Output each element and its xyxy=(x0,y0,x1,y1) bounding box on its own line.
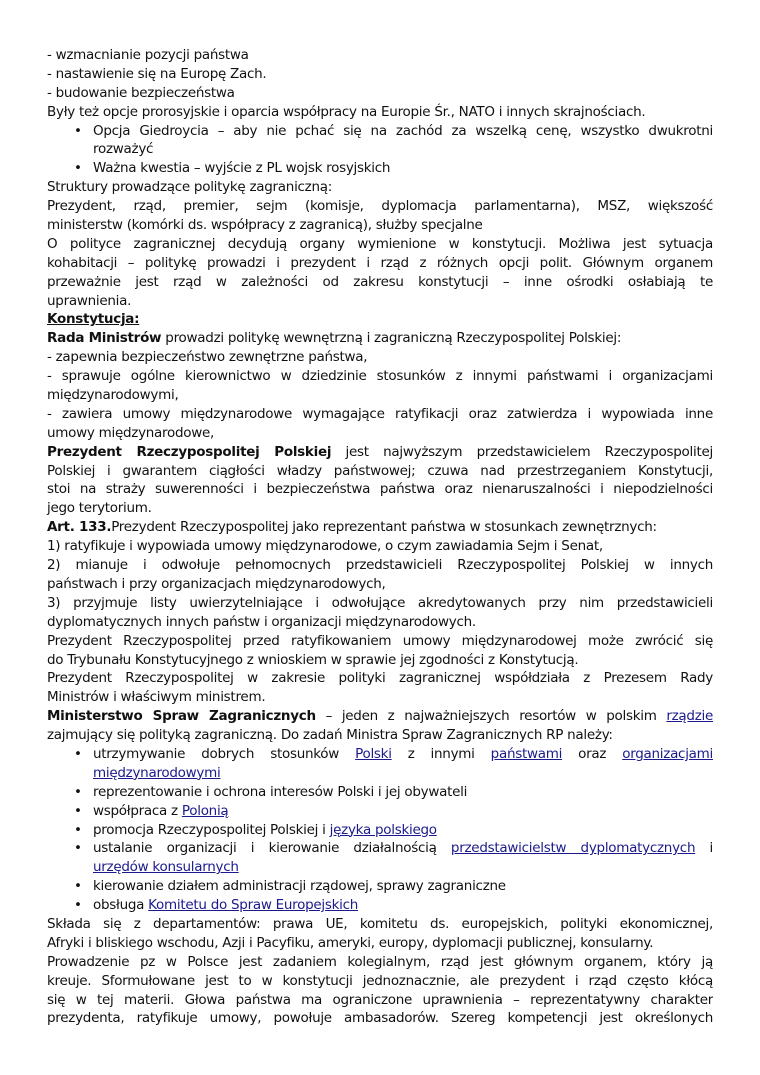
text-line xyxy=(47,707,713,726)
text-segment: reprezentowanie i ochrona interesów Polski i jej obywateli xyxy=(93,783,468,800)
text-segment: – jeden z najważniejszych resortów w polskim xyxy=(315,708,667,725)
text-line xyxy=(47,84,713,103)
text-line xyxy=(47,934,713,953)
text-line xyxy=(47,726,713,745)
bullet-list-item xyxy=(47,877,713,896)
text-line xyxy=(47,273,713,292)
bullet-list-item xyxy=(47,159,713,178)
text-segment: utrzymywanie dobrych stosunków xyxy=(93,745,356,762)
text-segment: - nastawienie się na Europę Zach. xyxy=(47,65,267,82)
bold-term: Ministerstwo Spraw Zagranicznych xyxy=(47,708,316,725)
text-line xyxy=(47,443,713,462)
text-segment: Afryki i bliskiego wschodu, Azji i Pacyfiku, ameryki, europy, dyplomacji publicznej, konsularny. xyxy=(47,934,654,951)
text-line xyxy=(47,991,713,1010)
section-heading: Konstytucja: xyxy=(47,311,140,328)
hyperlink[interactable]: urzędów konsularnych xyxy=(93,859,239,876)
text-segment: ministerstw (komórki ds. współpracy z zagranicą), służby specjalne xyxy=(47,217,483,234)
text-segment: Ważna kwestia – wyjście z PL wojsk rosyjskich xyxy=(93,160,391,177)
text-segment: Były też opcje prorosyjskie i oparcia współpracy na Europie Śr., NATO i innych skrajnościach. xyxy=(47,103,646,120)
text-line xyxy=(47,858,713,877)
hyperlink[interactable]: Polonią xyxy=(181,802,229,819)
text-line xyxy=(47,367,713,386)
text-line xyxy=(47,462,713,481)
text-segment: dyplomatycznych innych państw i organizacji międzynarodowych. xyxy=(47,613,476,630)
text-line xyxy=(47,480,713,499)
text-line xyxy=(47,386,713,405)
hyperlink[interactable]: Polski xyxy=(355,745,392,762)
bullet-list-item xyxy=(47,122,713,141)
text-segment: 3) przyjmuje listy uwierzytelniające i odwołujące akredytowanych przy nim przedstawicieli xyxy=(47,594,713,611)
text-segment: promocja Rzeczypospolitej Polskiej i xyxy=(93,821,330,838)
text-line xyxy=(47,348,713,367)
text-line xyxy=(47,613,713,632)
text-line xyxy=(47,178,713,197)
document-page xyxy=(47,46,713,1028)
text-segment: Prezydent, rząd, premier, sejm (komisje, dyplomacja parlamentarna), MSZ, większość xyxy=(47,198,713,215)
text-segment: - zawiera umowy międzynarodowe wymagające ratyfikacji oraz zatwierdza i wypowiada inne xyxy=(47,405,713,422)
text-line xyxy=(47,499,713,518)
hyperlink[interactable]: języka polskiego xyxy=(329,821,437,838)
text-line xyxy=(47,669,713,688)
text-line xyxy=(47,688,713,707)
bullet-list-item xyxy=(47,839,713,858)
text-line xyxy=(47,764,713,783)
text-segment: Ministrów i właściwym ministrem. xyxy=(47,689,266,706)
text-segment: Polskiej i gwarantem ciągłości władzy państwowej; czuwa nad przestrzeganiem Konstytucji, xyxy=(47,462,713,479)
bullet-list-item xyxy=(47,745,713,764)
bullet-list-item xyxy=(47,896,713,915)
text-line xyxy=(47,140,713,159)
text-segment: do Trybunału Konstytucyjnego z wnioskiem w sprawie jej zgodności z Konstytucją. xyxy=(47,651,579,668)
text-segment: - budowanie bezpieczeństwa xyxy=(47,84,235,101)
text-line xyxy=(47,197,713,216)
text-line xyxy=(47,329,713,348)
bullet-list-item xyxy=(47,802,713,821)
bullet-list-item xyxy=(47,821,713,840)
text-segment: się w tej materii. Głowa państwa ma ograniczone uprawnienia – reprezentatywny charakter xyxy=(47,991,713,1008)
text-segment: ustalanie organizacji i kierowanie działalnością xyxy=(93,840,451,857)
hyperlink[interactable]: rządzie xyxy=(666,708,713,725)
text-segment: Prezydent Rzeczypospolitej przed ratyfikowaniem umowy międzynarodowej może zwrócić się xyxy=(47,632,713,649)
text-segment: umowy międzynarodowe, xyxy=(47,424,215,441)
text-line xyxy=(47,424,713,443)
text-line xyxy=(47,594,713,613)
text-line xyxy=(47,103,713,122)
text-line xyxy=(47,972,713,991)
text-segment: państwach i przy organizacjach międzynarodowych, xyxy=(47,575,386,592)
bullet-list-item xyxy=(47,783,713,802)
hyperlink[interactable]: Komitetu do Spraw Europejskich xyxy=(148,897,359,914)
text-line xyxy=(47,310,713,329)
text-line xyxy=(47,216,713,235)
text-line xyxy=(47,235,713,254)
text-line xyxy=(47,1009,713,1028)
text-segment: z innymi xyxy=(391,745,491,762)
text-segment: O polityce zagranicznej decydują organy wymienione w konstytucji. Możliwa jest sytuacja xyxy=(47,235,713,252)
text-segment: Składa się z departamentów: prawa UE, komitetu ds. europejskich, polityki ekonomicznej, xyxy=(47,915,713,932)
text-segment: - zapewnia bezpieczeństwo zewnętrzne państwa, xyxy=(47,349,368,366)
text-segment: Struktury prowadzące politykę zagraniczną: xyxy=(47,179,333,196)
text-line xyxy=(47,915,713,934)
text-line xyxy=(47,953,713,972)
text-line xyxy=(47,632,713,651)
text-segment: międzynarodowymi, xyxy=(47,387,179,404)
text-line xyxy=(47,405,713,424)
text-segment: współpraca z xyxy=(93,802,182,819)
text-segment: 1) ratyfikuje i wypowiada umowy międzynarodowe, o czym zawiadamia Sejm i Senat, xyxy=(47,538,603,555)
text-segment: jest najwyższym przedstawicielem Rzeczypospolitej xyxy=(331,443,713,460)
text-line xyxy=(47,65,713,84)
text-segment: kreuje. Sformułowane jest to w konstytucji jednoznacznie, ale prezydent i rząd często kłócą xyxy=(47,972,713,989)
text-line xyxy=(47,46,713,65)
text-line xyxy=(47,518,713,537)
hyperlink[interactable]: międzynarodowymi xyxy=(93,764,221,781)
text-segment: jego terytorium. xyxy=(47,500,152,517)
text-segment: kierowanie działem administracji rządowej, sprawy zagraniczne xyxy=(93,878,506,895)
bold-term: Art. 133. xyxy=(47,519,112,536)
text-line xyxy=(47,292,713,311)
bold-term: Prezydent Rzeczypospolitej Polskiej xyxy=(47,443,332,460)
text-segment: - sprawuje ogólne kierownictwo w dziedzinie stosunków z innymi państwami i organizacjami xyxy=(47,368,713,385)
text-segment: Prowadzenie pz w Polsce jest zadaniem kolegialnym, rząd jest głównym organem, który ją xyxy=(47,953,713,970)
text-segment: Prezydent Rzeczypospolitej jako reprezentant państwa w stosunkach zewnętrznych: xyxy=(111,519,657,536)
text-line xyxy=(47,537,713,556)
text-segment: 2) mianuje i odwołuje pełnomocnych przedstawicieli Rzeczypospolitej Polskiej w innych xyxy=(47,557,713,574)
text-line xyxy=(47,556,713,575)
text-segment: uprawnienia. xyxy=(47,292,132,309)
text-segment: rozważyć xyxy=(93,141,154,158)
hyperlink[interactable]: przedstawicielstw dyplomatycznych xyxy=(450,840,696,857)
text-segment: oraz xyxy=(562,745,623,762)
text-segment: zajmujący się polityką zagraniczną. Do zadań Ministra Spraw Zagranicznych RP należy: xyxy=(47,727,613,744)
text-segment: kohabitacji – politykę prowadzi i prezydent i rząd z różnych opcji polit. Głównym organem xyxy=(47,254,713,271)
text-line xyxy=(47,651,713,670)
text-segment: i xyxy=(695,840,713,857)
text-segment: - wzmacnianie pozycji państwa xyxy=(47,47,249,63)
text-segment: Opcja Giedroycia – aby nie pchać się na zachód za wszelką cenę, wszystko dwukrotni xyxy=(93,122,713,139)
text-segment: prowadzi politykę wewnętrzną i zagraniczną Rzeczypospolitej Polskiej: xyxy=(161,330,622,347)
text-segment: Prezydent Rzeczypospolitej w zakresie polityki zagranicznej współdziała z Prezesem Rady xyxy=(47,670,713,687)
text-segment: stoi na straży suwerenności i bezpieczeństwa państwa oraz nienaruszalności i niepodzielności xyxy=(47,481,713,498)
hyperlink[interactable]: organizacjami xyxy=(622,745,713,762)
text-segment: obsługa xyxy=(93,897,149,914)
hyperlink[interactable]: państwami xyxy=(490,745,563,762)
text-segment: prezydenta, ratyfikuje umowy, powołuje ambasadorów. Szereg kompetencji jest określonych xyxy=(47,1010,713,1027)
text-segment: przeważnie jest rząd w zależności od zakresu konstytucji – inne ośrodki osłabiają te xyxy=(47,273,713,290)
text-line xyxy=(47,254,713,273)
bold-term: Rada Ministrów xyxy=(47,330,162,347)
text-line xyxy=(47,575,713,594)
